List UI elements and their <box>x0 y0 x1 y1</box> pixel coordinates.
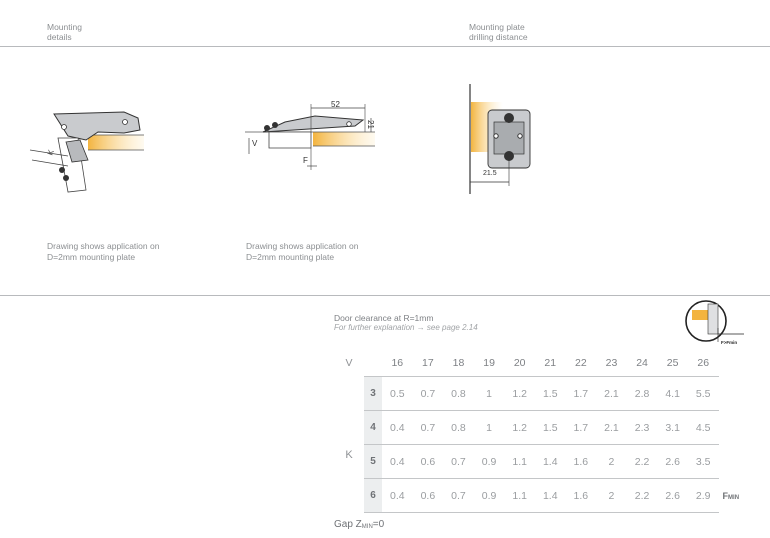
table-cell: 1 <box>474 377 505 411</box>
header-right-line2: drilling distance <box>469 32 528 42</box>
table-row <box>334 479 761 513</box>
table-row <box>334 377 761 411</box>
caption-left-line1: Drawing shows application on <box>47 241 160 251</box>
table-cell: 2.1 <box>596 377 627 411</box>
header-drilling-distance <box>469 22 528 42</box>
gap-sub: MIN <box>361 524 373 530</box>
table-cell: 0.9 <box>474 479 505 513</box>
v-value: 24 <box>636 356 648 369</box>
gap-label <box>334 519 384 530</box>
caption-middle <box>246 241 358 262</box>
v-value: 25 <box>666 356 679 369</box>
k-value: 3 <box>364 377 382 411</box>
caption-left-line2: D=2mm mounting plate <box>47 251 136 262</box>
v-value: 26 <box>697 356 710 369</box>
table-cell: 2.1 <box>596 411 627 445</box>
table-cell: 0.7 <box>443 479 474 513</box>
clearance-subtitle: For further explanation → see page 2.14 <box>334 323 478 332</box>
dim-21-5-label: 21.5 <box>483 170 497 177</box>
table-cell: 0.4 <box>382 479 413 513</box>
f-min-sub: MIN <box>728 494 740 501</box>
header-left-line1: Mounting <box>47 22 82 32</box>
gap-prefix: Gap Z <box>334 519 362 530</box>
header-right-line1: Mounting plate <box>469 22 525 32</box>
table-cell: 5.5 <box>688 377 719 411</box>
mounting-plate-drawing <box>462 84 552 196</box>
table-cell: 0.5 <box>382 377 413 411</box>
caption-middle-line2: D=2mm mounting plate <box>246 251 335 262</box>
section-divider <box>0 295 770 296</box>
table-cell: 0.7 <box>413 377 444 411</box>
table-cell: 1.5 <box>535 377 566 411</box>
table-cell: 2.8 <box>627 377 658 411</box>
table-cell: 2.2 <box>627 445 658 479</box>
v-value: 16 <box>391 356 404 369</box>
k-value: 5 <box>364 445 382 479</box>
table-cell: 1.6 <box>566 479 597 513</box>
caption-middle-line1: Drawing shows application on <box>246 241 359 251</box>
k-value: 6 <box>364 479 382 513</box>
v-value: 22 <box>575 356 587 369</box>
table-cell: 0.6 <box>413 445 444 479</box>
dim-21-label: 21 <box>365 120 375 129</box>
table-cell: 1.5 <box>535 411 566 445</box>
caption-left <box>47 241 159 262</box>
table-cell: 2.6 <box>657 445 688 479</box>
table-row <box>334 445 761 479</box>
inset-label: F>Fmin <box>721 340 738 345</box>
clearance-title: Door clearance at R=1mm <box>334 313 434 323</box>
table-cell: 2.2 <box>627 479 658 513</box>
table-cell: 1.6 <box>566 445 597 479</box>
v-value: 18 <box>452 356 465 369</box>
table-cell: 4.5 <box>688 411 719 445</box>
table-cell: 4.1 <box>657 377 688 411</box>
gap-suffix: =0 <box>372 519 385 530</box>
table-cell: 0.7 <box>443 445 474 479</box>
table-cell: 1.7 <box>566 377 597 411</box>
door-clearance-inset-icon <box>684 298 746 346</box>
k-value: 4 <box>364 411 382 445</box>
v-value: 23 <box>605 356 618 369</box>
table-cell: 1.4 <box>535 445 566 479</box>
f-min-label <box>719 479 761 513</box>
table-cell: 2.3 <box>627 411 658 445</box>
label-v: V <box>252 139 258 148</box>
door-clearance-table <box>334 349 761 513</box>
table-cell: 3.1 <box>657 411 688 445</box>
header-mounting-details <box>47 22 82 42</box>
table-cell: 0.6 <box>413 479 444 513</box>
table-cell: 0.4 <box>382 411 413 445</box>
k-axis-label: K <box>345 448 353 461</box>
v-value: 17 <box>422 356 434 369</box>
f-min-main: F <box>722 490 729 501</box>
table-cell: 0.8 <box>443 377 474 411</box>
table-row <box>334 411 761 445</box>
v-value: 21 <box>544 356 557 369</box>
v-value: 19 <box>483 356 495 369</box>
table-cell: 1 <box>474 411 505 445</box>
v-axis-label: V <box>345 356 353 369</box>
table-cell: 2.9 <box>688 479 719 513</box>
table-header-row <box>334 349 761 377</box>
label-f: F <box>303 156 308 165</box>
hinge-closed-drawing <box>245 92 380 172</box>
table-cell: 0.8 <box>443 411 474 445</box>
table-cell: 1.7 <box>566 411 597 445</box>
v-value: 20 <box>513 356 526 369</box>
table-cell: 3.5 <box>688 445 719 479</box>
table-cell: 1.4 <box>535 479 566 513</box>
table-cell: 0.4 <box>382 445 413 479</box>
header-divider <box>0 46 770 47</box>
table-cell: 0.9 <box>474 445 505 479</box>
table-cell: 2 <box>596 445 627 479</box>
dim-52-label: 52 <box>331 100 340 109</box>
header-left-line2: details <box>47 32 72 42</box>
table-cell: 1.2 <box>504 377 535 411</box>
table-cell: 0.7 <box>413 411 444 445</box>
table-cell: 1.2 <box>504 411 535 445</box>
table-cell: 1.1 <box>504 479 535 513</box>
table-cell: 2 <box>596 479 627 513</box>
table-cell: 1.1 <box>504 445 535 479</box>
label-k-drawing: K <box>45 148 56 157</box>
table-cell: 2.6 <box>657 479 688 513</box>
